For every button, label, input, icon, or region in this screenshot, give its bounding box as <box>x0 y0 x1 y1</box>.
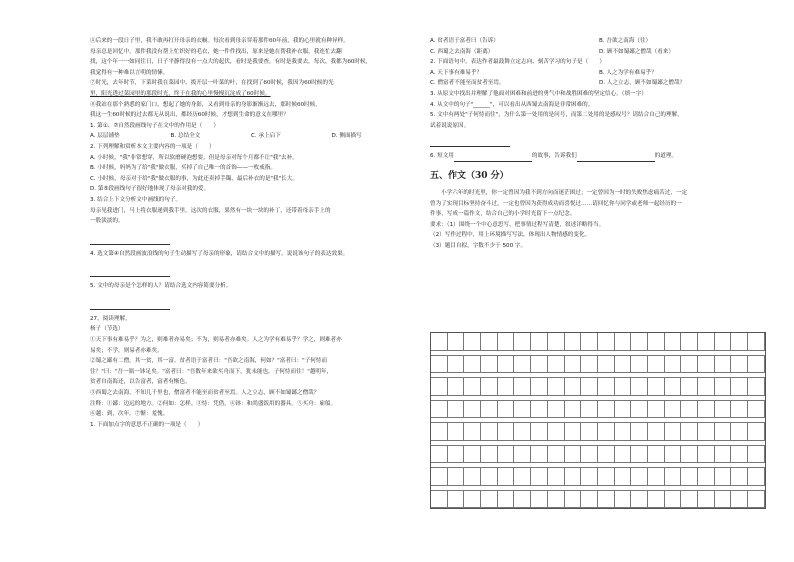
question-1-stem: 1. 第①、⑦自然段画线句子在文中的作用是（ ） <box>90 122 220 129</box>
grid-cell[interactable] <box>648 468 665 486</box>
grid-cell[interactable] <box>431 468 448 486</box>
option-d: D. 人之立志，顾不如蜀鄙之僧哉？ <box>599 80 686 87</box>
grid-cell[interactable] <box>648 491 665 509</box>
grid-cell[interactable] <box>531 333 548 351</box>
passage-line: 母亲总是回忆中，那件我没有帮上忙织好的毛衣，她一件件找出，原来是她在帮我补衣服，我连忙去翻 <box>90 48 342 55</box>
grid-row <box>431 378 765 396</box>
grid-cell[interactable] <box>665 356 682 374</box>
option-a: A. 层层铺垫 <box>90 133 120 140</box>
grid-cell[interactable] <box>464 468 481 486</box>
grid-cell[interactable] <box>648 446 665 464</box>
grid-cell[interactable] <box>464 446 481 464</box>
grid-cell[interactable] <box>715 468 732 486</box>
option-b: B. 人之为学有难易乎？ <box>599 69 657 76</box>
grid-cell[interactable] <box>514 333 531 351</box>
grid-cell[interactable] <box>581 491 598 509</box>
grid-cell[interactable] <box>631 378 648 396</box>
grid-cell[interactable] <box>548 423 565 441</box>
question-3-quote: 一股淡淡的。 <box>90 218 124 225</box>
section-27-title: 27、阅读理解。 <box>90 315 131 322</box>
classical-text-line: 往？"曰："吾一瓶一钵足矣。"富者曰："吾数年来欲买舟而下，犹未能也。子何恃而往！"越明年， <box>90 368 333 375</box>
grid-cell[interactable] <box>464 333 481 351</box>
grid-cell[interactable] <box>731 468 748 486</box>
grid-cell[interactable] <box>565 491 582 509</box>
grid-cell[interactable] <box>731 423 748 441</box>
grid-cell[interactable] <box>481 491 498 509</box>
grid-cell[interactable] <box>598 356 615 374</box>
grid-cell[interactable] <box>615 468 632 486</box>
answer-line <box>90 267 170 277</box>
grid-cell[interactable] <box>681 446 698 464</box>
option-c: C. 僧富者不能至而贫者至焉。 <box>430 80 505 87</box>
grid-cell[interactable] <box>531 401 548 419</box>
grid-cell[interactable] <box>448 401 465 419</box>
grid-cell[interactable] <box>531 423 548 441</box>
grid-cell[interactable] <box>565 401 582 419</box>
grid-row <box>431 491 765 509</box>
classical-text-line: ⑥越：到，次年。⑦惭：羞愧。 <box>90 411 169 418</box>
option-b: B. 总结全文 <box>170 133 201 140</box>
question-4-stem: 4. 选文第④自然段画波浪线的句子生动描写了母亲的形象，请结合文中的描写，说说该句子的表达效果。 <box>90 250 349 257</box>
grid-row <box>431 423 765 441</box>
classical-text-line: 注释：①鄙：边远的地方。②何如：怎样。③恃：凭借。④钵：和尚盛饭用的器具。⑤买舟：雇船。 <box>90 400 337 407</box>
grid-cell[interactable] <box>648 356 665 374</box>
grid-cell[interactable] <box>581 378 598 396</box>
grid-cell[interactable] <box>731 491 748 509</box>
essay-prompt: 件事，写成一篇作文，结合自己的小学时光留下一点纪念。 <box>430 211 576 218</box>
grid-cell[interactable] <box>648 333 665 351</box>
passage-line: 我觉得有一种难以言明的情愫。 <box>90 69 169 76</box>
grid-cell[interactable] <box>498 423 515 441</box>
grid-cell[interactable] <box>464 378 481 396</box>
classical-question-1: 1. 下面加点字的意思不正确的一项是（ ） <box>90 421 204 428</box>
grid-cell[interactable] <box>498 378 515 396</box>
grid-cell[interactable] <box>615 401 632 419</box>
grid-cell[interactable] <box>631 468 648 486</box>
classical-question-1-options <box>430 36 768 47</box>
grid-cell[interactable] <box>631 423 648 441</box>
option-d: D. 顾不如蜀鄙之僧哉（看来） <box>599 48 674 55</box>
classical-text-title: 杨子（节选） <box>90 326 124 333</box>
passage-line: ⑧我站在那个熟悉的家门口，想起了她的身影，又看到母亲的身影渐渐远去，那时候60时候。 <box>90 101 321 108</box>
grid-cell[interactable] <box>431 356 448 374</box>
classical-text-line: 贫者自南海还，以告富者，富者有惭色。 <box>90 379 191 386</box>
grid-cell[interactable] <box>514 401 531 419</box>
answer-line <box>430 137 510 147</box>
grid-cell[interactable] <box>715 423 732 441</box>
grid-cell[interactable] <box>615 491 632 509</box>
answer-line <box>90 300 170 310</box>
option-b: B. 吾欲之南海（往） <box>599 38 652 44</box>
grid-cell[interactable] <box>681 378 698 396</box>
grid-cell[interactable] <box>698 333 715 351</box>
grid-cell[interactable] <box>481 356 498 374</box>
grid-cell[interactable] <box>464 423 481 441</box>
grid-cell[interactable] <box>581 333 598 351</box>
essay-writing-grid[interactable] <box>430 332 766 509</box>
right-column <box>430 36 768 252</box>
grid-cell[interactable] <box>498 446 515 464</box>
grid-cell[interactable] <box>481 468 498 486</box>
grid-cell[interactable] <box>748 378 765 396</box>
answer-blank[interactable] <box>454 153 532 162</box>
grid-row <box>431 446 765 464</box>
grid-cell[interactable] <box>681 491 698 509</box>
question-3-quote: 母亲见我进门，马上将衣服递到我手里。这次的衣服，果然有一块一块的补丁，还带着母亲手上的 <box>90 207 331 214</box>
grid-cell[interactable] <box>598 333 615 351</box>
passage-line: 我这一生60时候的过去都无从说出，都经历60时候，才想到生命的意义在哪里？ <box>90 112 289 119</box>
classical-text <box>90 335 412 420</box>
grid-cell[interactable] <box>481 446 498 464</box>
essay-prompt: 曾为了实现目标坚持奋斗过，一定也曾因为获得成功而喜悦过……请回忆你与同学或老师一起经历的一 <box>430 200 682 207</box>
grid-cell[interactable] <box>715 446 732 464</box>
grid-cell[interactable] <box>498 356 515 374</box>
grid-cell[interactable] <box>498 401 515 419</box>
grid-cell[interactable] <box>698 491 715 509</box>
grid-cell[interactable] <box>431 378 448 396</box>
classical-question-5: 试着说说原因。 <box>430 122 470 129</box>
grid-cell[interactable] <box>464 356 481 374</box>
grid-cell[interactable] <box>731 401 748 419</box>
grid-row <box>431 333 765 351</box>
grid-cell[interactable] <box>431 423 448 441</box>
question-2-option-b: B. 小时候，妈妈为了给"我"做衣服，买掉了自己唯一的首饰——一枚戒指。 <box>90 165 276 172</box>
grid-cell[interactable] <box>698 401 715 419</box>
grid-cell[interactable] <box>615 423 632 441</box>
option-c: C. 承上启下 <box>251 133 281 140</box>
essay-section-title: 五、作文（30 分） <box>430 170 509 181</box>
grid-cell[interactable] <box>698 378 715 396</box>
question-2-option-d: D. 第⑤段画线句子很好地体现了母亲对我的爱。 <box>90 186 210 193</box>
grid-cell[interactable] <box>431 446 448 464</box>
grid-cell[interactable] <box>598 491 615 509</box>
option-d: D. 侧面描写 <box>331 133 362 140</box>
grid-cell[interactable] <box>715 378 732 396</box>
grid-cell[interactable] <box>748 446 765 464</box>
classical-question-2-options <box>430 78 768 89</box>
grid-cell[interactable] <box>531 356 548 374</box>
grid-cell[interactable] <box>531 491 548 509</box>
grid-cell[interactable] <box>514 468 531 486</box>
grid-cell[interactable] <box>748 401 765 419</box>
classical-text-line: 易矣；不学，则易者亦难矣。 <box>90 347 163 354</box>
classical-question-1-options <box>430 47 768 58</box>
grid-cell[interactable] <box>565 423 582 441</box>
grid-cell[interactable] <box>565 446 582 464</box>
grid-cell[interactable] <box>681 333 698 351</box>
essay-requirement: （3）题目自拟，字数不少于 500 字。 <box>430 242 527 249</box>
question-5-stem: 5. 文中的母亲是个怎样的人？请结合选文内容简要分析。 <box>90 283 232 290</box>
grid-cell[interactable] <box>548 378 565 396</box>
essay-prompt: 小学六年的时光里，你一定曾因为我不到方向而迷茫困过；一定曾因为一时的失败焦虑痛苦过，一定 <box>441 189 688 196</box>
grid-cell[interactable] <box>598 378 615 396</box>
grid-cell[interactable] <box>581 468 598 486</box>
grid-cell[interactable] <box>531 378 548 396</box>
grid-cell[interactable] <box>615 356 632 374</box>
grid-cell[interactable] <box>448 333 465 351</box>
reading-passage <box>90 36 412 121</box>
grid-cell[interactable] <box>748 333 765 351</box>
option-a: A. 天下事有难易乎？ <box>430 69 483 76</box>
grid-cell[interactable] <box>715 491 732 509</box>
grid-cell[interactable] <box>581 401 598 419</box>
grid-cell[interactable] <box>715 356 732 374</box>
grid-cell[interactable] <box>665 401 682 419</box>
grid-cell[interactable] <box>648 401 665 419</box>
passage-line: ⑦时光，去年时节，下菜时我在菜园中，拨开层一叶菜的叶，在找到了60时候，我因为60时候的光 <box>90 80 334 87</box>
grid-cell[interactable] <box>498 491 515 509</box>
grid-cell[interactable] <box>548 356 565 374</box>
classical-question-5: 5. 文中有两处"子何恃而往"，为什么第一处用的是问号，而第二处用的是感叹号？请结合自己的理解， <box>430 112 683 119</box>
question-2-option-c: C. 小时候，母亲对于给"我"做衣服的事，为此还卖掉手镯，最后补衣的是"我"长大。 <box>90 175 298 182</box>
grid-cell[interactable] <box>548 491 565 509</box>
grid-cell[interactable] <box>448 356 465 374</box>
grid-cell[interactable] <box>531 468 548 486</box>
grid-cell[interactable] <box>698 356 715 374</box>
grid-cell[interactable] <box>615 333 632 351</box>
grid-cell[interactable] <box>665 378 682 396</box>
grid-cell[interactable] <box>531 446 548 464</box>
grid-cell[interactable] <box>548 446 565 464</box>
question-2-stem: 2. 下列理解和赏析本文主要内容的一项是（ ） <box>90 143 215 150</box>
classical-text-line: ②蜀之鄙有二僧，其一贫，其一富。贫者语于富者曰："吾欲之南海，何如？"富者曰："子何恃而 <box>90 358 328 365</box>
grid-cell[interactable] <box>514 446 531 464</box>
grid-cell[interactable] <box>698 423 715 441</box>
grid-cell[interactable] <box>481 401 498 419</box>
essay-requirement: （2）写作过程中，用上环境描写写法，体现出人物情感的变化。 <box>430 232 591 239</box>
option-a: A. 贫者语于富者曰（告诉） <box>430 38 499 44</box>
grid-cell[interactable] <box>698 446 715 464</box>
grid-cell[interactable] <box>498 468 515 486</box>
grid-cell[interactable] <box>731 446 748 464</box>
grid-cell[interactable] <box>514 491 531 509</box>
grid-cell[interactable] <box>731 356 748 374</box>
grid-cell[interactable] <box>598 446 615 464</box>
grid-cell[interactable] <box>631 356 648 374</box>
essay-requirement: 要求：（1）围绕一个中心意思写，把事情过程写清楚，叙述详略得当。 <box>430 221 605 228</box>
classical-question-3: 3. 从原文中找出并理解了他面对困难和前进的勇气中和战胜困难的坚定信心。（填一字） <box>430 90 647 97</box>
grid-cell[interactable] <box>548 401 565 419</box>
grid-cell[interactable] <box>431 401 448 419</box>
grid-cell[interactable] <box>665 491 682 509</box>
grid-cell[interactable] <box>431 333 448 351</box>
grid-cell[interactable] <box>648 378 665 396</box>
grid-cell[interactable] <box>498 333 515 351</box>
grid-cell[interactable] <box>748 468 765 486</box>
grid-cell[interactable] <box>598 468 615 486</box>
grid-cell[interactable] <box>665 423 682 441</box>
grid-cell[interactable] <box>448 491 465 509</box>
grid-cell[interactable] <box>748 491 765 509</box>
classical-question-6: 6. 短文用 的故事，告诉我们 的道理。 <box>430 151 768 162</box>
grid-cell[interactable] <box>448 378 465 396</box>
grid-cell[interactable] <box>431 491 448 509</box>
grid-cell[interactable] <box>648 423 665 441</box>
grid-cell[interactable] <box>565 333 582 351</box>
classical-text-line: ③西蜀之去南海，不知几千里也，僧富者不能至而贫者至焉。人之立志，顾不如蜀鄙之僧哉？ <box>90 390 320 397</box>
grid-cell[interactable] <box>548 468 565 486</box>
grid-cell[interactable] <box>631 491 648 509</box>
grid-cell[interactable] <box>514 356 531 374</box>
grid-cell[interactable] <box>581 446 598 464</box>
grid-cell[interactable] <box>631 446 648 464</box>
grid-cell[interactable] <box>448 446 465 464</box>
classical-text-line: ①天下事有难易乎？为之，则难者亦易矣；不为，则易者亦难矣。人之为学有难易乎？学之，则难者亦 <box>90 337 342 344</box>
grid-cell[interactable] <box>464 491 481 509</box>
grid-cell[interactable] <box>665 333 682 351</box>
question-3-stem: 3. 结合上下文分析文中画线的句子。 <box>90 196 182 203</box>
grid-cell[interactable] <box>715 333 732 351</box>
grid-row <box>431 356 765 374</box>
grid-cell[interactable] <box>481 423 498 441</box>
question-2-option-a: A. 小时候，"我"非常想穿，所以软磨硬泡想要，但是母亲对每个月都不让"我"去补。 <box>90 154 298 161</box>
grid-cell[interactable] <box>715 401 732 419</box>
grid-cell[interactable] <box>448 468 465 486</box>
grid-cell[interactable] <box>698 468 715 486</box>
classical-question-2-options <box>430 68 768 79</box>
answer-blank[interactable] <box>577 153 655 162</box>
grid-cell[interactable] <box>748 423 765 441</box>
left-column <box>90 36 412 430</box>
grid-cell[interactable] <box>665 468 682 486</box>
grid-cell[interactable] <box>665 446 682 464</box>
grid-cell[interactable] <box>681 401 698 419</box>
grid-cell[interactable] <box>464 401 481 419</box>
grid-cell[interactable] <box>731 333 748 351</box>
passage-line: 里，阳光透过菜园里的那段时光，终于在我的心里慢慢沉淀成了60时候。 <box>90 90 271 97</box>
passage-line: 找，这个年一一如同往日，日子平静得没有一点大的起伏，看时是我要查，有时是我要去。每次，我都为60时候， <box>90 59 372 66</box>
grid-cell[interactable] <box>615 378 632 396</box>
grid-cell[interactable] <box>598 401 615 419</box>
grid-cell[interactable] <box>681 423 698 441</box>
grid-cell[interactable] <box>481 378 498 396</box>
grid-row <box>431 401 765 419</box>
grid-cell[interactable] <box>681 468 698 486</box>
grid-row <box>431 468 765 486</box>
question-1-options <box>90 131 412 142</box>
option-c: C. 西蜀之去南海（距离） <box>430 48 494 55</box>
classical-question-2-stem: 2. 下面语句中，表达作者最鼓舞立定志向、刻苦学习的句子是（ ） <box>430 59 605 66</box>
grid-cell[interactable] <box>631 333 648 351</box>
grid-cell[interactable] <box>448 423 465 441</box>
grid-cell[interactable] <box>481 333 498 351</box>
grid-cell[interactable] <box>748 356 765 374</box>
classical-question-4: 4. 从文中的句子"______"，可以看出从西蜀去南海是非常困难的。 <box>430 101 594 108</box>
grid-cell[interactable] <box>548 333 565 351</box>
grid-cell[interactable] <box>731 378 748 396</box>
grid-cell[interactable] <box>565 356 582 374</box>
passage-line: ④后来的一段日子里，我不敢再打开母亲的衣橱。每次看到母亲穿着那件60年前，我的心里就有种异样。 <box>90 38 349 44</box>
grid-cell[interactable] <box>681 356 698 374</box>
grid-cell[interactable] <box>581 356 598 374</box>
grid-cell[interactable] <box>514 423 531 441</box>
grid-cell[interactable] <box>598 423 615 441</box>
grid-cell[interactable] <box>514 378 531 396</box>
answer-line <box>90 235 170 245</box>
grid-cell[interactable] <box>631 401 648 419</box>
grid-cell[interactable] <box>615 446 632 464</box>
grid-cell[interactable] <box>565 378 582 396</box>
grid-cell[interactable] <box>565 468 582 486</box>
grid-cell[interactable] <box>581 423 598 441</box>
